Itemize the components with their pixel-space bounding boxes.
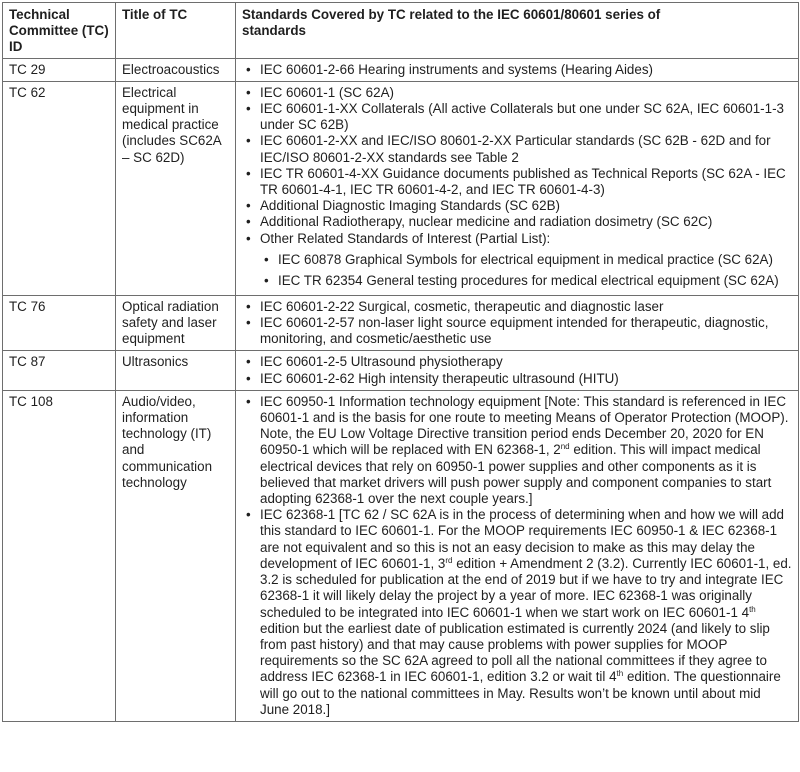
list-item: • IEC 60601-2-57 non-laser light source equipment intended for therapeutic, diagnostic, monitoring, and cosmetic/aesthetic use: [260, 315, 792, 347]
tc-title: Ultrasonics: [116, 351, 236, 390]
header-tc-id: Technical Committee (TC) ID: [3, 3, 116, 59]
table-row: [3, 58, 799, 81]
tc-standards: [236, 58, 799, 81]
tc-id: TC 29: [3, 58, 116, 81]
list-item: • IEC 60601-1-XX Collaterals (All active Collaterals but one under SC 62A, IEC 60601-1-3 under SC 62B): [260, 101, 792, 133]
tc-title: Electroacoustics: [116, 58, 236, 81]
list-item: • IEC 62368-1 [TC 62 / SC 62A is in the process of determining when and how we will add this standard to IEC 60601-1. For the MOOP requirements IEC 60950-1 & IEC 62368-1 are not equivalent and so this is not an easy decision to make as this may delay the development of IEC 60601-1, 3rd edition + Amendment 2 (3.2). Currently IEC 60601-1, ed. 3.2 is scheduled for publication at the end of 2019 but if we have to try and integrate IEC 62368-1 it will likely delay the project by a year of more. IEC 62368-1 was originally scheduled to be integrated into IEC 60601-1 when we start work on IEC 60601-1 4th edition but the earliest date of publication estimated is currently 2024 (and likely to slip from past history) and that may cause problems with power supplies for MOOP requirements so the SC 62A agreed to poll all the national committees if they agree to address IEC 62368-1 in IEC 60601-1, edition 3.2 or wait til 4th edition. The questionnaire will go out to the national committees in May. Results won’t be known until about mid June 2018.]: [260, 507, 792, 718]
table-row: [3, 81, 799, 295]
header-standards: Standards Covered by TC related to the IEC 60601/80601 series of standards: [236, 3, 799, 59]
list-item: • IEC 60601-2-66 Hearing instruments and systems (Hearing Aides): [260, 62, 792, 78]
standards-list: [242, 85, 792, 292]
tc-title: Audio/video, information technology (IT) and communication technology: [116, 390, 236, 721]
standards-table: [2, 2, 799, 722]
standards-list: [242, 354, 792, 386]
header-row: [3, 3, 799, 59]
list-item: • IEC 60601-2-XX and IEC/ISO 80601-2-XX Particular standards (SC 62B - 62D and for IEC/ISO 80601-2-XX standards see Table 2: [260, 133, 792, 165]
tc-id: TC 62: [3, 81, 116, 295]
tc-standards: [236, 295, 799, 351]
list-item: • IEC TR 60601-4-XX Guidance documents published as Technical Reports (SC 62A - IEC TR 60601-4-1, IEC TR 60601-4-2, and IEC TR 60601-4-3): [260, 166, 792, 198]
list-item: • IEC 60601-2-22 Surgical, cosmetic, therapeutic and diagnostic laser: [260, 299, 792, 315]
standards-list: [242, 299, 792, 348]
tc-id: TC 87: [3, 351, 116, 390]
tc-id: TC 108: [3, 390, 116, 721]
sub-list-item: • IEC 60878 Graphical Symbols for electrical equipment in medical practice (SC 62A): [278, 249, 792, 271]
table-row: [3, 390, 799, 721]
tc-id: TC 76: [3, 295, 116, 351]
list-item: • Additional Radiotherapy, nuclear medicine and radiation dosimetry (SC 62C): [260, 214, 792, 230]
list-item: • IEC 60601-2-62 High intensity therapeutic ultrasound (HITU): [260, 371, 792, 387]
list-item: • Other Related Standards of Interest (Partial List): • IEC 60878 Graphical Symbols for electrical equipment in medical practice (SC 62A) • IEC TR 62354 General testing procedures for medical electrical equipment (SC 62A): [260, 231, 792, 292]
list-item: • IEC 60601-2-5 Ultrasound physiotherapy: [260, 354, 792, 370]
tc-title: Electrical equipment in medical practice (includes SC62A – SC 62D): [116, 81, 236, 295]
standards-list: [242, 394, 792, 718]
list-item: • IEC 60601-1 (SC 62A): [260, 85, 792, 101]
tc-standards: [236, 81, 799, 295]
table-row: [3, 351, 799, 390]
sub-list-item: • IEC TR 62354 General testing procedures for medical electrical equipment (SC 62A): [278, 270, 792, 292]
tc-standards: [236, 390, 799, 721]
sub-list: [260, 249, 792, 292]
tc-title: Optical radiation safety and laser equipment: [116, 295, 236, 351]
list-item: • Additional Diagnostic Imaging Standards (SC 62B): [260, 198, 792, 214]
standards-list: [242, 62, 792, 78]
list-item: • IEC 60950-1 Information technology equipment [Note: This standard is referenced in IEC 60601-1 and is the basis for one route to meeting Means of Operator Protection (MOOP). Note, the EU Low Voltage Directive transition period ends December 20, 2020 for EN 60950-1 which will be replaced with EN 62368-1, 2nd edition. This will impact medical electrical devices that rely on 60950-1 power supplies and other components as it is believed that market drivers will push power supply and component companies to start adopting 62368-1 over the next couple years.]: [260, 394, 792, 507]
header-title: Title of TC: [116, 3, 236, 59]
tc-standards: [236, 351, 799, 390]
table-row: [3, 295, 799, 351]
